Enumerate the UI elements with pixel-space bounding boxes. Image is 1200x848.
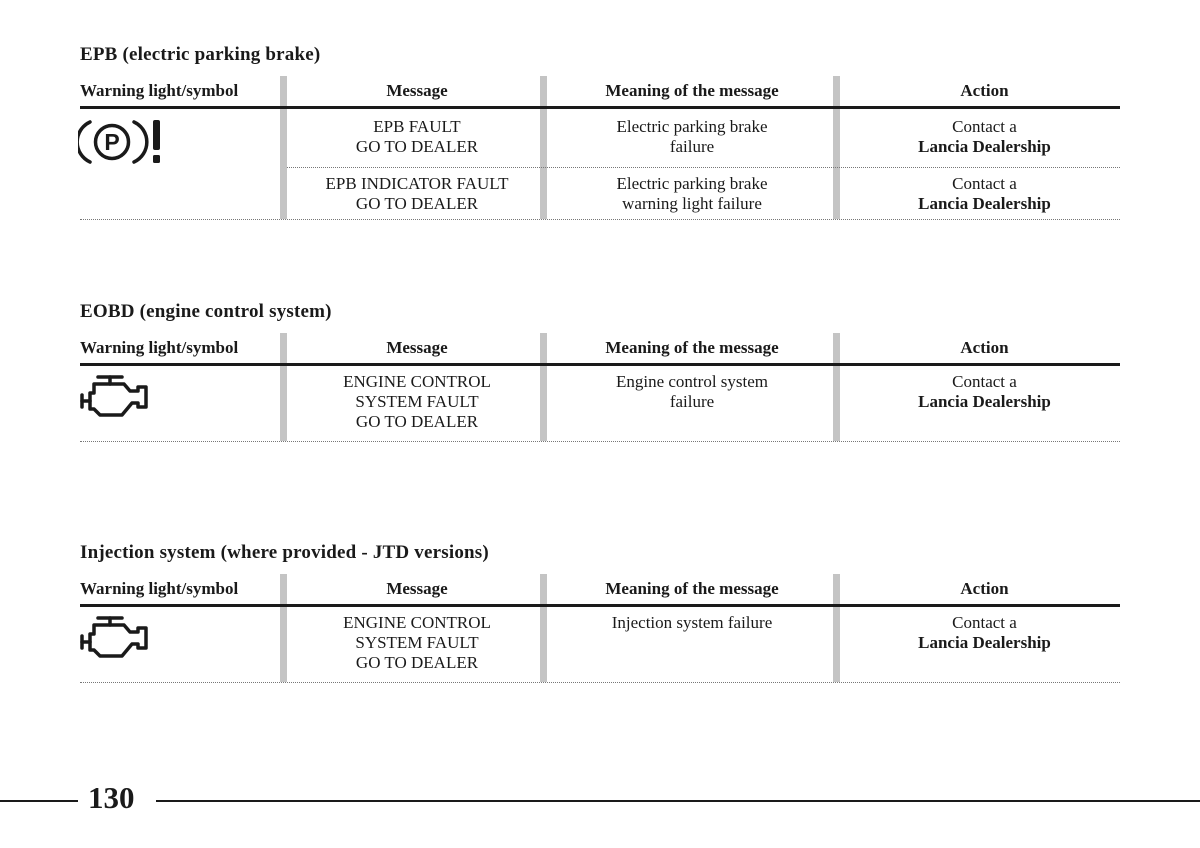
header-rule (80, 604, 1120, 607)
meaning-cell (547, 372, 837, 412)
column-separator (280, 333, 287, 441)
action-cell (837, 372, 1132, 412)
footer-rule-left (0, 800, 78, 802)
section-title: EOBD (engine control system) (80, 301, 332, 322)
message-line: ENGINE CONTROL (343, 372, 491, 391)
header-message: Message (386, 338, 448, 357)
header-rule (80, 363, 1120, 366)
meaning-line: Injection system failure (611, 613, 773, 632)
action-line: Contact a (952, 174, 1017, 193)
header-symbol: Warning light/symbol (80, 81, 239, 100)
action-cell (837, 117, 1132, 157)
header-symbol: Warning light/symbol (80, 338, 239, 357)
table-bottom-rule (80, 441, 1120, 442)
message-cell (287, 372, 547, 432)
section-title: Injection system (where provided - JTD versions) (80, 542, 489, 563)
message-line: GO TO DEALER (355, 653, 479, 672)
footer-rule-right (156, 800, 1200, 802)
epb-section (80, 44, 1120, 224)
page-number: 130 (88, 780, 135, 815)
column-separator (280, 574, 287, 682)
meaning-line: Engine control system (615, 372, 769, 391)
header-action: Action (960, 338, 1009, 357)
action-cell (837, 174, 1132, 214)
meaning-line: failure (669, 392, 715, 411)
message-cell (287, 174, 547, 214)
meaning-line: warning light failure (622, 194, 762, 213)
action-line: Contact a (952, 613, 1017, 632)
parking-brake-warning-icon (78, 116, 168, 172)
table-bottom-rule (80, 682, 1120, 683)
eobd-section (80, 301, 1120, 446)
meaning-cell (547, 174, 837, 214)
header-meaning: Meaning of the message (605, 81, 779, 100)
message-line: ENGINE CONTROL (343, 613, 491, 632)
header-symbol: Warning light/symbol (80, 579, 239, 598)
header-meaning: Meaning of the message (605, 579, 779, 598)
row-divider (287, 167, 1120, 168)
message-cell (287, 613, 547, 673)
header-action: Action (960, 579, 1009, 598)
message-line: SYSTEM FAULT (355, 392, 479, 411)
message-cell (287, 117, 547, 157)
message-line: SYSTEM FAULT (355, 633, 479, 652)
message-line: GO TO DEALER (355, 194, 479, 213)
header-message: Message (386, 579, 448, 598)
action-line: Contact a (952, 372, 1017, 391)
header-rule (80, 106, 1120, 109)
meaning-line: Electric parking brake (616, 117, 768, 136)
table-bottom-rule (80, 219, 1120, 220)
meaning-cell (547, 117, 837, 157)
meaning-line: Electric parking brake (616, 174, 768, 193)
meaning-cell (547, 613, 837, 633)
action-cell (837, 613, 1132, 653)
dealership-label: Lancia Dealership (918, 633, 1051, 652)
dealership-label: Lancia Dealership (918, 392, 1051, 411)
section-title: EPB (electric parking brake) (80, 44, 321, 65)
dealership-label: Lancia Dealership (918, 194, 1051, 213)
action-line: Contact a (952, 117, 1017, 136)
dealership-label: Lancia Dealership (918, 137, 1051, 156)
header-message: Message (386, 81, 448, 100)
message-line: EPB INDICATOR FAULT (325, 174, 509, 193)
svg-text:P: P (104, 129, 120, 155)
engine-check-icon (80, 614, 156, 662)
engine-check-icon (80, 373, 156, 421)
meaning-line: failure (669, 137, 715, 156)
header-action: Action (960, 81, 1009, 100)
injection-section (80, 542, 1120, 687)
column-separator (280, 76, 287, 219)
header-meaning: Meaning of the message (605, 338, 779, 357)
message-line: EPB FAULT (373, 117, 461, 136)
message-line: GO TO DEALER (355, 137, 479, 156)
message-line: GO TO DEALER (355, 412, 479, 431)
